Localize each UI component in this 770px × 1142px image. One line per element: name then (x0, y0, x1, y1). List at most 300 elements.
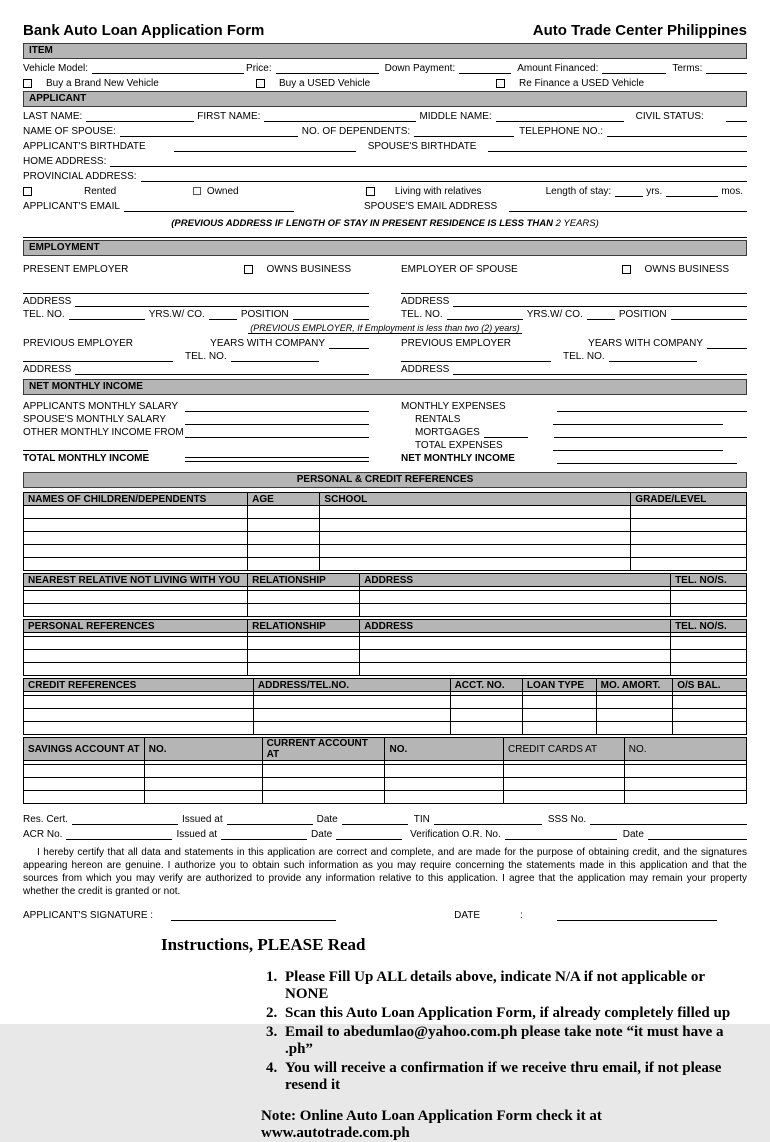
column-header: ACCT. NO. (450, 679, 522, 692)
email-row (23, 201, 747, 212)
table-row (24, 604, 747, 617)
monthly-expenses-label: MONTHLY EXPENSES (401, 401, 506, 412)
previous-employer-label: PREVIOUS EMPLOYER (401, 338, 512, 349)
dependents-field[interactable] (414, 126, 514, 137)
table-cell[interactable] (24, 765, 145, 778)
applicant-salary-field[interactable] (185, 401, 369, 412)
table-cell[interactable] (504, 778, 625, 791)
tel-no-label: TEL. NO. (185, 351, 227, 362)
yrs-w-co-field[interactable] (209, 309, 237, 320)
spouse-employer-tel-row (401, 309, 747, 320)
table-cell[interactable] (248, 558, 320, 571)
table-cell[interactable] (320, 519, 631, 532)
applicant-birthdate-label: APPLICANT'S BIRTHDATE (23, 141, 146, 152)
table-cell[interactable] (248, 604, 360, 617)
table-cell[interactable] (248, 532, 320, 545)
spouse-employer-address-field[interactable] (453, 296, 747, 307)
mortgages-field[interactable] (554, 427, 747, 438)
other-income-label: OTHER MONTHLY INCOME FROM (23, 427, 184, 438)
column-header: NO. (624, 738, 746, 761)
acr-no-label: ACR No. (23, 829, 63, 840)
tel-no-label: TEL. NO. (401, 309, 443, 320)
spouse-previous-employer-tel-field[interactable] (609, 351, 697, 362)
table-cell[interactable] (360, 637, 671, 650)
res-cert-date-field[interactable] (342, 814, 408, 825)
column-header: CREDIT REFERENCES (24, 679, 254, 692)
years-with-company-field[interactable] (329, 338, 369, 349)
table-cell[interactable] (24, 532, 248, 545)
middle-name-field[interactable] (496, 111, 624, 122)
column-header: PERSONAL REFERENCES (24, 620, 248, 633)
sss-no-field[interactable] (590, 814, 747, 825)
table-cell[interactable] (144, 765, 262, 778)
table-cell[interactable] (624, 791, 746, 804)
monthly-expenses-field[interactable] (557, 401, 747, 412)
civil-status-field[interactable] (726, 111, 747, 122)
table-cell[interactable] (631, 506, 747, 519)
section-header-item: ITEM (23, 43, 747, 59)
table-cell[interactable] (671, 650, 747, 663)
spouse-salary-row (23, 414, 369, 425)
employment-spouse-column (401, 260, 747, 322)
tin-label: TIN (413, 814, 430, 825)
table-cell[interactable] (450, 709, 522, 722)
total-monthly-income-label: TOTAL MONTHLY INCOME (23, 453, 150, 464)
table-cell[interactable] (596, 709, 673, 722)
net-monthly-income-label: NET MONTHLY INCOME (401, 453, 515, 464)
table-cell[interactable] (24, 791, 145, 804)
form-title: Bank Auto Loan Application Form (23, 22, 265, 39)
table-cell[interactable] (248, 506, 320, 519)
refinance-option (496, 78, 644, 89)
table-cell[interactable] (360, 650, 671, 663)
spouse-previous-employer-address-field[interactable] (453, 364, 747, 375)
position-label: POSITION (240, 309, 289, 320)
table-cell[interactable] (673, 722, 747, 735)
signature-date-label: DATE (454, 910, 481, 921)
column-header: CREDIT CARDS AT (504, 738, 625, 761)
divider-line (23, 237, 747, 238)
table-cell[interactable] (24, 696, 254, 709)
first-name-field[interactable] (264, 111, 416, 122)
spouse-years-with-company-field[interactable] (707, 338, 747, 349)
employer-address-row (23, 296, 369, 307)
table-cell[interactable] (360, 591, 671, 604)
children-dependents-table (23, 492, 747, 571)
table-cell[interactable] (624, 765, 746, 778)
refinance-checkbox[interactable] (496, 79, 505, 88)
column-header: ADDRESS (360, 574, 671, 587)
column-header: NAMES OF CHILDREN/DEPENDENTS (24, 493, 248, 506)
stay-months-field[interactable] (666, 186, 718, 197)
brand-new-checkbox[interactable] (23, 79, 32, 88)
position-label: POSITION (618, 309, 667, 320)
address-label: ADDRESS (401, 364, 450, 375)
table-cell[interactable] (24, 637, 248, 650)
table-cell[interactable] (262, 778, 385, 791)
table-cell[interactable] (385, 778, 504, 791)
table-row (24, 532, 747, 545)
table-cell[interactable] (24, 709, 254, 722)
applicant-email-label: APPLICANT'S EMAIL (23, 201, 120, 212)
title-bar (23, 22, 747, 39)
provincial-address-label: PROVINCIAL ADDRESS: (23, 171, 137, 182)
table-row (24, 558, 747, 571)
employer-address-field[interactable] (75, 296, 369, 307)
table-cell[interactable] (24, 778, 145, 791)
previous-employer-tel-row (23, 351, 369, 362)
acr-no-field[interactable] (66, 829, 172, 840)
yrs-w-co-label: YRS.W/ CO. (148, 309, 205, 320)
section-header-applicant: APPLICANT (23, 91, 747, 107)
address-label: ADDRESS (23, 364, 72, 375)
table-row (24, 722, 747, 735)
table-cell[interactable] (360, 604, 671, 617)
company-title: Auto Trade Center Philippines (532, 22, 747, 39)
table-cell[interactable] (248, 545, 320, 558)
table-cell[interactable] (320, 558, 631, 571)
sss-no-label: SSS No. (547, 814, 587, 825)
table-row (24, 778, 747, 791)
table-row (24, 637, 747, 650)
nearest-relative-table (23, 573, 747, 617)
column-header: GRADE/LEVEL (631, 493, 747, 506)
table-cell[interactable] (24, 519, 248, 532)
living-with-relatives-checkbox[interactable] (366, 187, 375, 196)
section-header-employment: EMPLOYMENT (23, 240, 747, 256)
signature-row (23, 910, 747, 921)
previous-employer-label: PREVIOUS EMPLOYER (23, 338, 134, 349)
birthdate-row (23, 141, 747, 152)
name-of-spouse-label: NAME OF SPOUSE: (23, 126, 116, 137)
spouse-previous-employer-row (401, 338, 747, 349)
table-cell[interactable] (522, 722, 596, 735)
table-cell[interactable] (24, 650, 248, 663)
terms-field[interactable] (706, 63, 747, 74)
income-left-column (23, 399, 369, 466)
employment-applicant-column (23, 260, 369, 322)
owns-business-option (244, 264, 351, 275)
personal-references-table (23, 619, 747, 676)
res-cert-issued-at-field[interactable] (227, 814, 313, 825)
telephone-field[interactable] (607, 126, 747, 137)
provincial-address-field[interactable] (141, 171, 747, 182)
total-monthly-income-field[interactable] (185, 457, 369, 462)
present-employer-label: PRESENT EMPLOYER (23, 264, 129, 275)
acr-issued-at-field[interactable] (221, 829, 307, 840)
previous-address-note: (PREVIOUS ADDRESS IF LENGTH OF STAY IN PRESENT RESIDENCE IS LESS THAN 2 YEARS) (171, 218, 599, 229)
bank-accounts-table (23, 737, 747, 804)
table-cell[interactable] (522, 696, 596, 709)
name-of-spouse-field[interactable] (120, 126, 298, 137)
last-name-field[interactable] (86, 111, 194, 122)
used-vehicle-option (256, 78, 496, 89)
table-cell[interactable] (631, 519, 747, 532)
applicant-salary-label: APPLICANTS MONTHLY SALARY (23, 401, 179, 412)
home-address-field[interactable] (110, 156, 747, 167)
used-vehicle-checkbox[interactable] (256, 79, 265, 88)
res-cert-label: Res. Cert. (23, 814, 69, 825)
spouse-employer-row (401, 264, 747, 275)
table-cell[interactable] (671, 591, 747, 604)
table-cell[interactable] (262, 765, 385, 778)
table-cell[interactable] (450, 722, 522, 735)
rentals-row (401, 414, 747, 425)
res-cert-row (23, 814, 747, 825)
table-cell[interactable] (248, 650, 360, 663)
dependents-label: NO. OF DEPENDENTS: (301, 126, 411, 137)
table-row (24, 791, 747, 804)
length-of-stay-label: Length of stay: (545, 186, 612, 197)
spouse-salary-label: SPOUSE'S MONTHLY SALARY (23, 414, 167, 425)
spouse-salary-field[interactable] (185, 414, 369, 425)
section-header-references: PERSONAL & CREDIT REFERENCES (23, 472, 747, 488)
income-right-column (401, 399, 747, 466)
spouse-email-label: SPOUSE'S EMAIL ADDRESS (363, 201, 498, 212)
column-header: NEAREST RELATIVE NOT LIVING WITH YOU (24, 574, 248, 587)
rented-option (23, 186, 193, 197)
table-cell[interactable] (262, 791, 385, 804)
provincial-address-row (23, 171, 747, 182)
column-header: SAVINGS ACCOUNT AT (24, 738, 145, 761)
table-cell[interactable] (24, 722, 254, 735)
table-cell[interactable] (320, 545, 631, 558)
table-cell[interactable] (253, 709, 450, 722)
table-cell[interactable] (24, 558, 248, 571)
table-cell[interactable] (385, 791, 504, 804)
spouse-employer-field[interactable] (401, 283, 747, 294)
living-with-relatives-label: Living with relatives (394, 186, 482, 197)
table-cell[interactable] (248, 663, 360, 676)
table-cell[interactable] (631, 558, 747, 571)
table-cell[interactable] (248, 591, 360, 604)
mortgages-label: MORTGAGES (415, 427, 480, 438)
table-cell[interactable] (596, 696, 673, 709)
table-cell[interactable] (320, 532, 631, 545)
table-cell[interactable] (24, 591, 248, 604)
previous-employer-row (23, 338, 369, 349)
column-header: ADDRESS/TEL.NO. (253, 679, 450, 692)
table-cell[interactable] (320, 506, 631, 519)
brand-new-label: Buy a Brand New Vehicle (46, 78, 159, 89)
residence-row (23, 186, 747, 197)
spouse-owns-business-label: OWNS BUSINESS (644, 264, 729, 275)
date-label: Date (316, 814, 338, 825)
previous-employer-note: (PREVIOUS EMPLOYER, If Employment is less than two (2) years) (250, 323, 520, 333)
employer-tel-row (23, 309, 369, 320)
net-monthly-income-field[interactable] (557, 453, 737, 464)
table-row (24, 650, 747, 663)
column-header: ADDRESS (360, 620, 671, 633)
table-cell[interactable] (24, 604, 248, 617)
rentals-field[interactable] (553, 414, 723, 425)
monthly-expenses-row (401, 401, 747, 412)
verification-or-no-field[interactable] (505, 829, 617, 840)
table-row (24, 519, 747, 532)
rented-checkbox[interactable] (23, 187, 32, 196)
civil-status-label: CIVIL STATUS: (635, 111, 704, 122)
table-cell[interactable] (624, 778, 746, 791)
instructions-note: Note: Online Auto Loan Application Form check it at www.autotrade.com.ph (261, 1108, 602, 1141)
column-header: TEL. NO/S. (671, 620, 747, 633)
table-row (24, 765, 747, 778)
spouse-previous-employer-tel-row (401, 351, 747, 362)
stay-years-field[interactable] (615, 186, 643, 197)
net-income-row (401, 453, 747, 464)
applicant-email-field[interactable] (124, 201, 294, 212)
employer-tel-field[interactable] (69, 309, 145, 320)
previous-employer-address-field[interactable] (75, 364, 369, 375)
address-label: ADDRESS (401, 296, 450, 307)
mortgages-row (401, 427, 747, 438)
table-cell[interactable] (504, 791, 625, 804)
item-checkbox-row (23, 78, 747, 89)
date-label: Date (622, 829, 644, 840)
previous-employer-applicant-column (23, 336, 369, 377)
previous-employer-spouse-column (401, 336, 747, 377)
table-cell[interactable] (671, 637, 747, 650)
spouse-email-field[interactable] (509, 201, 747, 212)
table-cell[interactable] (522, 709, 596, 722)
previous-employer-address-row (23, 364, 369, 375)
column-header: RELATIONSHIP (248, 574, 360, 587)
employment-columns (23, 260, 747, 322)
other-income-row (23, 427, 369, 438)
owns-business-checkbox[interactable] (244, 265, 253, 274)
vehicle-model-label: Vehicle Model: (23, 63, 89, 74)
acr-date-field[interactable] (336, 829, 402, 840)
total-expenses-field[interactable] (553, 440, 723, 451)
spouse-employer-tel-field[interactable] (447, 309, 523, 320)
column-header: LOAN TYPE (522, 679, 596, 692)
signature-date-field[interactable] (557, 910, 717, 921)
table-cell[interactable] (385, 765, 504, 778)
table-cell[interactable] (144, 791, 262, 804)
telephone-label: TELEPHONE NO.: (519, 126, 604, 137)
previous-employer-field[interactable] (23, 351, 173, 362)
table-cell[interactable] (631, 532, 747, 545)
spouse-previous-employer-address-row (401, 364, 747, 375)
table-row (24, 663, 747, 676)
position-field[interactable] (293, 309, 369, 320)
table-cell[interactable] (596, 722, 673, 735)
down-payment-field[interactable] (459, 63, 511, 74)
rentals-label: RENTALS (415, 414, 461, 425)
column-header: NO. (385, 738, 504, 761)
table-cell[interactable] (504, 765, 625, 778)
other-income-source-row (23, 440, 369, 451)
table-cell[interactable] (253, 696, 450, 709)
table-cell[interactable] (248, 637, 360, 650)
owns-business-label: OWNS BUSINESS (266, 264, 351, 275)
total-expenses-row (401, 440, 747, 451)
acr-row (23, 829, 747, 840)
applicant-signature-field[interactable] (171, 910, 336, 921)
verification-or-no-label: Verification O.R. No. (410, 829, 501, 840)
table-cell[interactable] (673, 709, 747, 722)
applicant-signature-label: APPLICANT'S SIGNATURE : (23, 910, 154, 921)
instruction-item: 4. You will receive a confirmation if we receive thru email, if not please resend it (281, 1060, 747, 1094)
price-label: Price: (246, 63, 272, 74)
table-cell[interactable] (360, 663, 671, 676)
owned-checkbox[interactable] (193, 187, 201, 195)
price-field[interactable] (276, 63, 379, 74)
spouse-birthdate-label: SPOUSE'S BIRTHDATE (367, 141, 477, 152)
instructions-title: Instructions, PLEASE Read (161, 935, 366, 954)
tin-field[interactable] (434, 814, 542, 825)
amount-financed-field[interactable] (602, 63, 666, 74)
column-header: CURRENT ACCOUNT AT (262, 738, 385, 761)
used-vehicle-label: Buy a USED Vehicle (279, 78, 371, 89)
table-cell[interactable] (671, 663, 747, 676)
spouse-employer-address-row (401, 296, 747, 307)
column-header: SCHOOL (320, 493, 631, 506)
rented-label: Rented (84, 186, 117, 197)
vehicle-model-field[interactable] (92, 63, 244, 74)
total-expenses-label: TOTAL EXPENSES (415, 440, 503, 451)
column-header: AGE (248, 493, 320, 506)
table-cell[interactable] (144, 778, 262, 791)
previous-employer-tel-field[interactable] (231, 351, 319, 362)
table-cell[interactable] (248, 519, 320, 532)
present-employer-field[interactable] (23, 283, 369, 294)
total-income-row (23, 453, 369, 464)
employer-of-spouse-label: EMPLOYER OF SPOUSE (401, 264, 518, 275)
column-header: TEL. NO/S. (671, 574, 747, 587)
table-cell[interactable] (24, 545, 248, 558)
spouse-yrs-w-co-field[interactable] (587, 309, 615, 320)
item-fields-row (23, 63, 747, 74)
table-cell[interactable] (24, 663, 248, 676)
other-income-source-field[interactable] (23, 440, 148, 451)
issued-at-label: Issued at (176, 829, 218, 840)
yrs-label: yrs. (646, 186, 663, 197)
applicant-birthdate-field[interactable] (174, 141, 356, 152)
table-cell[interactable] (450, 696, 522, 709)
table-row (24, 591, 747, 604)
table-cell[interactable] (253, 722, 450, 735)
other-income-field[interactable] (185, 427, 369, 438)
table-cell[interactable] (673, 696, 747, 709)
spouse-previous-employer-field[interactable] (401, 351, 551, 362)
tel-no-label: TEL. NO. (23, 309, 65, 320)
owned-label: Owned (206, 186, 239, 197)
name-row (23, 111, 747, 122)
res-cert-field[interactable] (72, 814, 178, 825)
signature-date-colon: : (520, 910, 523, 921)
table-row (24, 696, 747, 709)
table-cell[interactable] (671, 604, 747, 617)
table-cell[interactable] (24, 506, 248, 519)
home-address-label: HOME ADDRESS: (23, 156, 107, 167)
spouse-owns-business-checkbox[interactable] (622, 265, 631, 274)
present-employer-row (23, 264, 369, 275)
table-cell[interactable] (631, 545, 747, 558)
address-label: ADDRESS (23, 296, 72, 307)
section-header-net-monthly-income: NET MONTHLY INCOME (23, 379, 747, 395)
previous-employer-columns (23, 336, 747, 377)
mortgages-inline-field[interactable] (484, 427, 528, 438)
spouse-birthdate-field[interactable] (488, 141, 747, 152)
table-row (24, 506, 747, 519)
table-row (24, 709, 747, 722)
income-columns (23, 399, 747, 466)
refinance-label: Re Finance a USED Vehicle (519, 78, 645, 89)
spouse-position-field[interactable] (671, 309, 747, 320)
verification-date-field[interactable] (648, 829, 747, 840)
middle-name-label: MIDDLE NAME: (419, 111, 492, 122)
yrs-w-co-label: YRS.W/ CO. (526, 309, 583, 320)
